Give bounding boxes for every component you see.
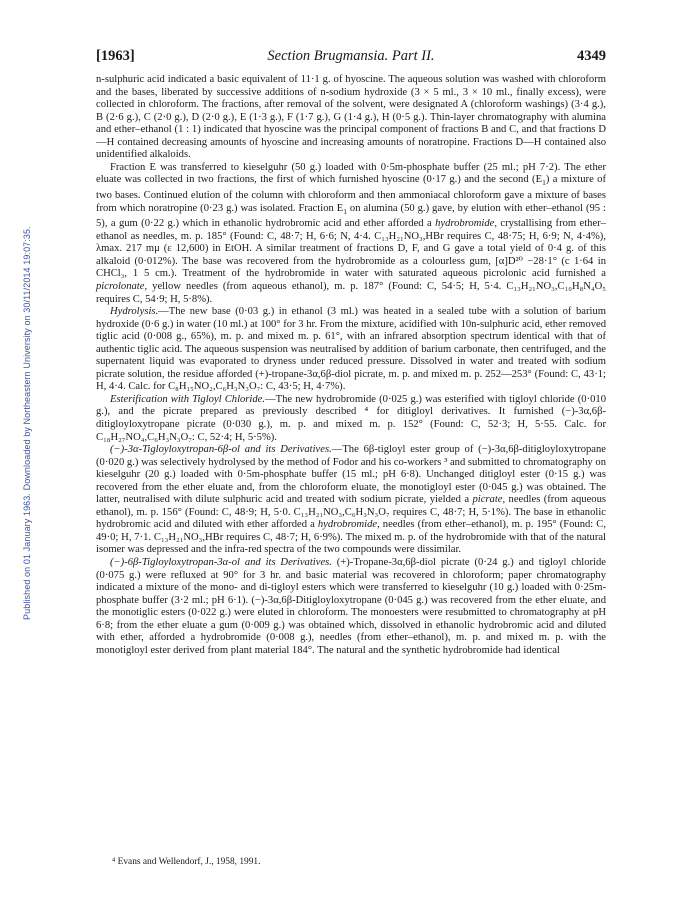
paragraph-text: , needles (from aqueous ethanol), m. p. 156° (Found: C, 48·9; H, 5·0. C₁₃H₂₁NO₃,C₆H₃N₃O₇ requires C, 48·7; H, 5·1%). The base in ethanolic hydrobromic acid and diluted with ether afforded a: [96, 494, 606, 531]
paragraph-text: —The new base (0·03 g.) in ethanol (3 ml.) was heated in a sealed tube with a solution of barium hydroxide (0·6 g.) in water (10 ml.) at 100° for 3 hr. From the mixture, acidified with 10n-sulphuric acid, ether removed tiglic acid (0·008 g., 65%), m. p. and mixed m. p. 61°, with an infrared absorption spectrum identical with that of authentic tiglic acid. The aqueous suspension was neutralised by addition of barium carbonate, then centrifuged, and the supernatent liquid was evaporated to dryness under reduced pressure. Dissolved in water and treated with sodium picrate solution, the residue afforded (+)-tropane-3α,6β-diol picrate, m. p. and mixed m. p. 252—253° (Found: C, 43·1; H, 4·4. Calc. for C₈H₁₅NO₂,C₆H₃N₃O₇: C, 43·5; H, 4·7%).: [96, 306, 606, 393]
paragraph-text: (+)-Tropane-3α,6β-diol picrate (0·24 g.) and tigloyl chloride (0·075 g.) were refluxed at 90° for 3 hr. and basic material was recovered in chloroform; paper chromatography indicated a mixture of the mono- and di-tigloyl esters which were transferred to kieselguhr (10 g.) loaded with 0·25m-phosphate buffer (3·2 ml.; pH 6·1). (−)-3α,6β-Ditigloyloxytropane (0·045 g.) was recovered from the ether eluate, and the monotiglic esters (0·022 g.) were eluted in chloroform. The monoesters were resubmitted to chromatography at pH 6·8; from the ether eluate a gum (0·009 g.) was obtained which, dissolved in ethanolic hydrobromic acid and diluted with ether, afforded a hydrobromide (0·008 g.), needles (from ether–ethanol), m. p. and mixed m. p. with the monotigloyl ester derived from plant material 184°. The natural and the synthetic hydrobromide had identical: [96, 557, 606, 656]
provenance-sidebar: [8, 140, 32, 620]
page-number: 4349: [577, 48, 606, 64]
paragraph-text: ) a mixture of two bases. Continued elution of the column with chloroform and then ammoniacal chloroform gave a mixture of bases from which noratropine (0·23 g.) was isolated. Fraction E: [96, 174, 607, 214]
footnote: [112, 856, 592, 868]
article-body: [96, 74, 606, 657]
paragraph-text: —The new hydrobromide (0·025 g.) was esterified with tigloyl chloride (0·010 g.), and the picrate prepared as previously described ⁴ for ditigloyl derivatives. It furnished (−)-3α,6β-ditigloyloxytropane picrate (0·030 g.), m. p. and mixed m. p. 152° (Found: C, 52·3; H, 5·55. Calc. for C₁₈H₂₇NO₄,C₆H₃N₃O₇: C, 52·4; H, 5·5%).: [96, 393, 606, 443]
paragraph-text: Fraction E was transferred to kieselguhr (50 g.) loaded with 0·5m-phosphate buffer (25 ml.; pH 7·2). The ether eluate was collected in two fractions, the first of which furnished hyoscine (0·17 g.) and the second (E: [96, 161, 606, 186]
journal-year: [1963]: [96, 48, 135, 64]
paragraph: [96, 74, 606, 162]
paragraph-text: picrate: [472, 494, 503, 506]
paragraph-text: , needles (from ether–ethanol), m. p. 195° (Found: C, 49·0; H, 7·1. C₁₃H₂₁NO₃,HBr requires C, 48·7; H, 6·9%). The mixed m. p. of the hydrobromide with that of the natural isomer was depressed and the infra-red spectra of the two compounds were dissimilar.: [96, 519, 607, 556]
page-header: [96, 48, 606, 66]
paragraph-text: , crystallising from ether–ethanol as needles, m. p. 185° (Found: C, 48·7; H, 6·6; N, 4·4. C₁₃H₂₁NO₃,HBr requires C, 48·75; H, 6·9; N, 4·4%), λmax. 217 mμ (ε 12,600) in EtOH. A similar treatment of fractions D, F, and G gave a total yield of 0·4 g. of this alkaloid (0·012%). The base was recovered from the hydrobromide as a colourless gum, [α]D²⁰ −28·1° (c 1·64 in CHCl₃, 1 5 cm.). Treatment of the hydrobromide in water with saturated aqueous picrolonic acid furnished a: [96, 218, 606, 280]
paragraph-text: on alumina (50 g.) gave, by elution with ether–ethanol (95 : 5), a gum (0·22 g.) which in ethanolic hydrobromic acid and ether afforded a: [96, 202, 606, 230]
paragraph-text: Esterification with Tigloyl Chloride.: [110, 393, 266, 405]
footnote-text: Evans and Wellendorf, J., 1958, 1991.: [115, 857, 261, 867]
paragraph: [96, 557, 606, 657]
provenance-text: Published on 01 January 1963. Downloaded by Northeastern University on 30/11/2014 19:07:35.: [22, 226, 32, 620]
paragraph-text: hydrobromide: [435, 218, 495, 230]
paragraph: [96, 306, 606, 394]
paragraph-text: Hydrolysis.: [110, 306, 159, 318]
paragraph-text: picrolonate: [96, 280, 145, 292]
paragraph-text: (−)-6β-Tigloyloxytropan-3α-ol and its Derivatives.: [110, 557, 332, 568]
paragraph-text: hydrobromide: [317, 519, 378, 531]
paragraph-text: (−)-3α-Tigloyloxytropan-6β-ol and its Derivatives.: [110, 444, 332, 456]
paragraph-text: n-sulphuric acid indicated a basic equivalent of 11·1 g. of hyoscine. The aqueous solution was washed with chloroform and the bases, liberated by successive additions of n-sodium hydroxide (3 × 5 ml., 3 × 10 ml., finally excess), were collected in chloroform. The fractions, after removal of the solvent, were designated A (chloroform washings) (3·4 g.), B (2·6 g.), C (2·0 g.), D (2·0 g.), E (1·3 g.), F (1·7 g.), G (1·4 g.), H (0·5 g.). Thin-layer chromatography with alumina and ether–ethanol (1 : 1) indicated that hyoscine was the principal component of fractions B and C, and that fractions D—H contained decreasing amounts of hyoscine and increasing amounts of noratropine. Fractions D—H contained also unidentified alkaloids.: [96, 74, 606, 161]
paragraph: [96, 394, 606, 444]
paragraph-text: 1: [542, 178, 546, 188]
paragraph-text: 1: [343, 206, 347, 216]
section-title: Section Brugmansia. Part II.: [267, 48, 435, 64]
footnote-marker: ⁴: [112, 857, 116, 867]
paragraph-text: —The 6β-tigloyl ester group of (−)-3α,6β-ditigloyloxytropane (0·020 g.) was selectively hydrolysed by the method of Fodor and his co-workers ³ and submitted to chromatography on kieselguhr (20 g.) loaded with 0·5m-phosphate buffer (15 ml.; pH 6·8). Unchanged ditigloyl ester (0·15 g.) was recovered from the ether eluate and, from the chloroform eluate, the monotigloyl ester (0·045 g.) was obtained. The latter, neutralised with dilute sulphuric acid and treated with sodium picrate, yielded a: [96, 444, 606, 506]
paragraph: [96, 162, 606, 306]
paragraph-text: , yellow needles (from aqueous ethanol), m. p. 187° (Found: C, 54·5; H, 5·4. C₁₃H₂₁NO₃,C₁₀H₈N₄O₅ requires C, 54·9; H, 5·8%).: [96, 280, 606, 305]
paragraph: [96, 444, 606, 557]
